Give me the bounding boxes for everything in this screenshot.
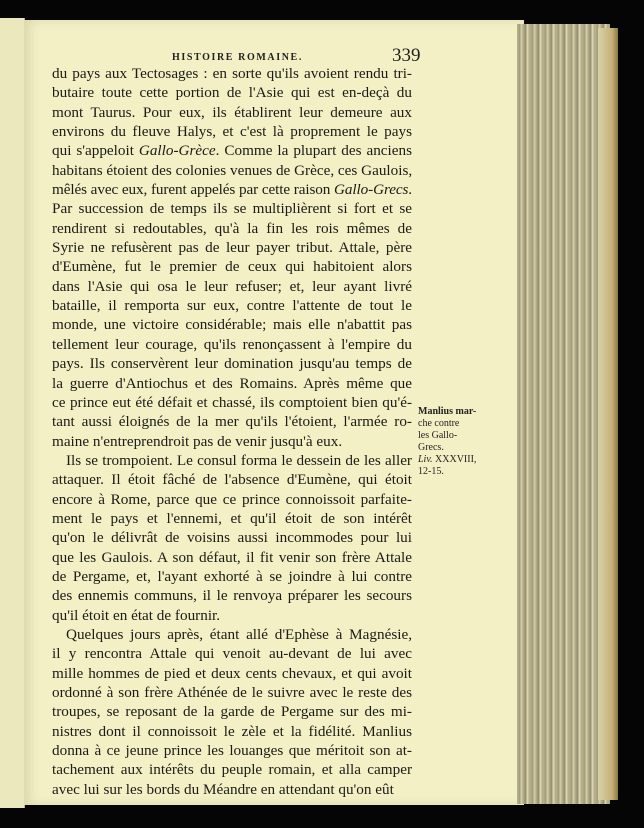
text-line: tachement aux intérêts du peuple romain, et alla camper bbox=[52, 761, 412, 779]
text-line: Syrie ne refusèrent pas de leur payer tribut. Attale, père bbox=[52, 239, 412, 257]
text-line: mêlés avec eux, furent appelés par cette raison Gallo-Grecs. bbox=[52, 181, 412, 199]
text-line: butaire toute cette portion de l'Asie qui est en-deçà du bbox=[52, 84, 412, 102]
text-line: tellement leur courage, qu'ils renonçassent à l'empire du bbox=[52, 335, 412, 353]
text-line: monde, une victoire considérable; mais elle n'abattit pas bbox=[52, 316, 412, 334]
text-line: avec lui sur les bords du Méandre en attendant qu'on eût bbox=[52, 780, 394, 798]
marginal-note-line: Grecs. bbox=[418, 442, 444, 453]
text-line: maine n'entreprendroit pas de venir jusqu'à eux. bbox=[52, 432, 343, 450]
marginal-note-line: che contre bbox=[418, 418, 460, 429]
marginal-note-line: Manlius mar- bbox=[418, 406, 477, 417]
text-line: des ennemis communs, il le renvoya préparer les secours bbox=[52, 587, 412, 605]
text-line: mille hommes de pied et deux cents chevaux, et qui avoit bbox=[52, 664, 412, 682]
text-line: d'Eumène, fut le premier de ceux qui habitoient alors bbox=[52, 258, 412, 276]
text-line: Ils se trompoient. Le consul forma le dessein de les aller bbox=[66, 451, 412, 469]
marginal-note bbox=[418, 406, 503, 478]
text-line: il y rencontra Attale qui venoit au-devant de lui avec bbox=[52, 645, 412, 663]
book-cover-edge bbox=[598, 28, 618, 800]
text-line: troupes, se reposant de la garde de Pergame sur des mi- bbox=[52, 703, 412, 721]
text-line: Par succession de temps ils se multiplièrent si fort et se bbox=[52, 200, 412, 218]
text-line: qu'on le délivrât de voisins aussi incommodes pour lui bbox=[52, 529, 412, 547]
text-line: pays. Ils conservèrent leur domination jusqu'au temps de bbox=[52, 355, 412, 373]
facing-page-edge bbox=[0, 18, 25, 808]
text-line: ce prince eut été défait et chassé, ils comptoient bien qu'é- bbox=[52, 393, 412, 411]
paragraph bbox=[52, 451, 412, 625]
text-line: la guerre d'Antiochus et des Romains. Après même que bbox=[52, 374, 412, 392]
text-line: Quelques jours après, étant allé d'Ephèse à Magnésie, bbox=[66, 625, 412, 643]
text-line: habitans étoient des colonies venues de Grèce, ces Gaulois, bbox=[52, 161, 413, 179]
text-line: ment le pays et l'ennemi, et qu'il étoit de son intérêt bbox=[52, 509, 412, 527]
marginal-note-line: Liv. XXXVIII, bbox=[418, 454, 477, 465]
text-line: ordonné à son frère Athénée de le suivre avec le reste des bbox=[52, 684, 412, 701]
text-line: tant aussi éloignés de la mer qu'ils l'étoient, l'armée ro- bbox=[52, 413, 412, 431]
text-line: rendirent si redoutables, qu'à la fin les rois mêmes de bbox=[52, 219, 412, 237]
page-block-edges bbox=[517, 24, 610, 804]
paragraph bbox=[52, 625, 412, 799]
marginal-note-line: 12-15. bbox=[418, 466, 444, 477]
text-line: mont Taurus. Pour eux, ils établirent leur demeure aux bbox=[52, 103, 412, 121]
text-line: nistres dont il connoissoit le zèle et la fidélité. Manlius bbox=[52, 722, 412, 740]
marginal-note-line: les Gallo- bbox=[418, 430, 458, 441]
running-title: HISTOIRE ROMAINE. bbox=[172, 52, 303, 63]
text-line: qui s'appeloit Gallo-Grèce. Comme la plupart des anciens bbox=[52, 142, 413, 160]
text-line: donna à ce jeune prince les louanges que méritoit son at- bbox=[52, 742, 412, 760]
text-line: qu'il étoit en état de fournir. bbox=[52, 606, 221, 624]
text-line: encore à Rome, parce que ce prince connoissoit parfaite- bbox=[52, 490, 412, 508]
text-line: bataille, il remporta sur eux, contre l'attente de tout le bbox=[52, 297, 412, 315]
text-line: dans l'Asie qui osa le leur refuser; et, leur ayant livré bbox=[52, 277, 412, 295]
text-line: de Pergame, et, l'ayant exhorté à se joindre à lui contre bbox=[52, 567, 412, 585]
text-line: que les Gaulois. A son défaut, il fit venir son frère Attale bbox=[52, 548, 412, 566]
page-number: 339 bbox=[392, 45, 421, 66]
text-line: attaquer. Il étoit fâché de l'absence d'Eumène, qui étoit bbox=[52, 471, 412, 489]
paragraph bbox=[52, 64, 412, 451]
text-line: environs du fleuve Halys, et c'est là proprement le pays bbox=[52, 123, 412, 141]
body-text bbox=[52, 64, 412, 799]
text-line: du pays aux Tectosages : en sorte qu'ils avoient rendu tri- bbox=[52, 65, 412, 82]
